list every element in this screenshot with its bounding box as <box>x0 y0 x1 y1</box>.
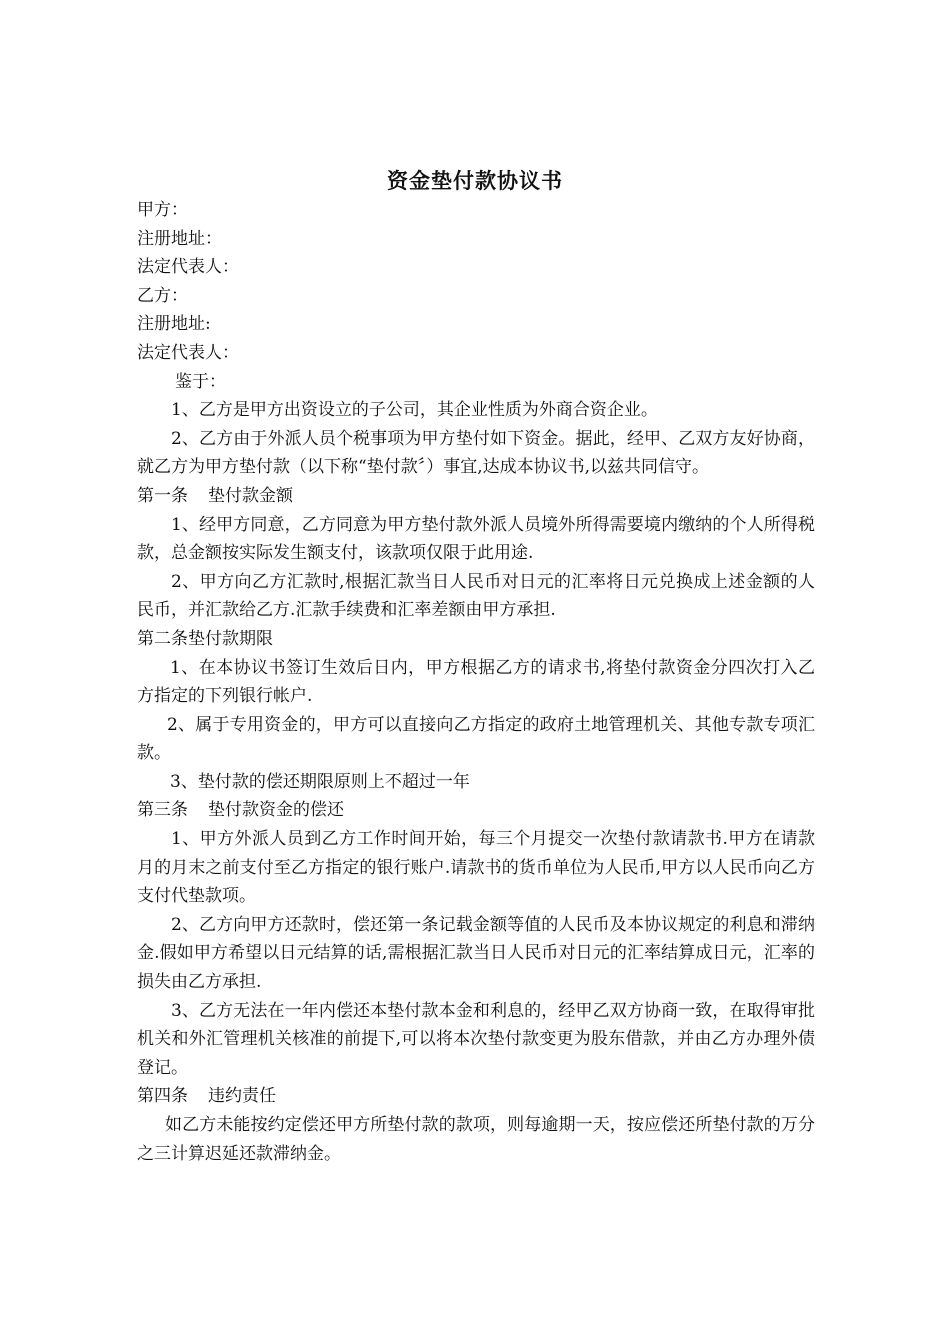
article-3-number: 第三条 <box>137 800 188 821</box>
whereas-label: 鉴于： <box>175 371 226 392</box>
article-1-title: 垫付款金额 <box>208 485 293 506</box>
article-3-title: 垫付款资金的偿还 <box>208 800 344 821</box>
article-2-clause-1: 1、在本协议书签订生效后日内，甲方根据乙方的请求书,将垫付款资金分四次打入乙方指定的下列银行帐户. <box>137 657 815 707</box>
party-b-representative-label: 法定代表人： <box>137 342 239 363</box>
recital-2: 2、乙方由于外派人员个税事项为甲方垫付如下资金。据此，经甲、乙双方友好协商，就乙方为甲方垫付款（以下称“垫付款〞）事宜,达成本协议书,以兹共同信守。 <box>137 428 815 478</box>
document-body <box>137 196 815 1168</box>
article-1-heading <box>137 482 815 511</box>
article-1-number: 第一条 <box>137 485 188 506</box>
party-a-address-label: 注册地址： <box>137 228 222 249</box>
article-1-clause-2: 2、甲方向乙方汇款时,根据汇款当日人民币对日元的汇率将日元兑换成上述金额的人民币，并汇款给乙方.汇款手续费和汇率差额由甲方承担. <box>137 571 815 621</box>
article-1-clause-1: 1、经甲方同意，乙方同意为甲方垫付款外派人员境外所得需要境内缴纳的个人所得税款，总金额按实际发生额支付，该款项仅限于此用途. <box>137 514 815 564</box>
article-2-clause-3: 3、垫付款的偿还期限原则上不超过一年 <box>170 771 470 792</box>
article-2-clause-2: 2、属于专用资金的，甲方可以直接向乙方指定的政府土地管理机关、其他专款专项汇款。 <box>137 714 815 764</box>
article-3-clause-3: 3、乙方无法在一年内偿还本垫付款本金和利息的，经甲乙双方协商一致，在取得审批机关和外汇管理机关核准的前提下,可以将本次垫付款变更为股东借款，并由乙方办理外债登记。 <box>137 1000 815 1078</box>
article-4-heading <box>137 1082 815 1111</box>
party-a-label: 甲方： <box>137 200 188 220</box>
article-3-clause-1: 1、甲方外派人员到乙方工作时间开始，每三个月提交一次垫付款请款书.甲方在请款月的月末之前支付至乙方指定的银行账户.请款书的货币单位为人民币,甲方以人民币向乙方支付代垫款项。 <box>137 829 815 907</box>
party-b-label: 乙方： <box>137 285 188 306</box>
article-2-heading: 第二条垫付款期限 <box>137 628 273 649</box>
party-a-representative-label: 法定代表人： <box>137 257 239 278</box>
party-b-address-label: 注册地址: <box>137 314 211 335</box>
recital-1: 1、乙方是甲方出资设立的子公司，其企业性质为外商合资企业。 <box>171 400 658 421</box>
document-title: 资金垫付款协议书 <box>387 168 563 193</box>
article-4-clause-1: 如乙方未能按约定偿还甲方所垫付款的款项，则每逾期一天，按应偿还所垫付款的万分之三计算迟延还款滞纳金。 <box>137 1115 815 1164</box>
article-4-title: 违约责任 <box>208 1086 276 1107</box>
article-3-heading <box>137 796 815 825</box>
article-4-number: 第四条 <box>137 1086 188 1107</box>
article-3-clause-2: 2、乙方向甲方还款时，偿还第一条记载金额等值的人民币及本协议规定的利息和滞纳金.假如甲方希望以日元结算的话,需根据汇款当日人民币对日元的汇率结算成日元，汇率的损失由乙方承担. <box>137 914 815 993</box>
